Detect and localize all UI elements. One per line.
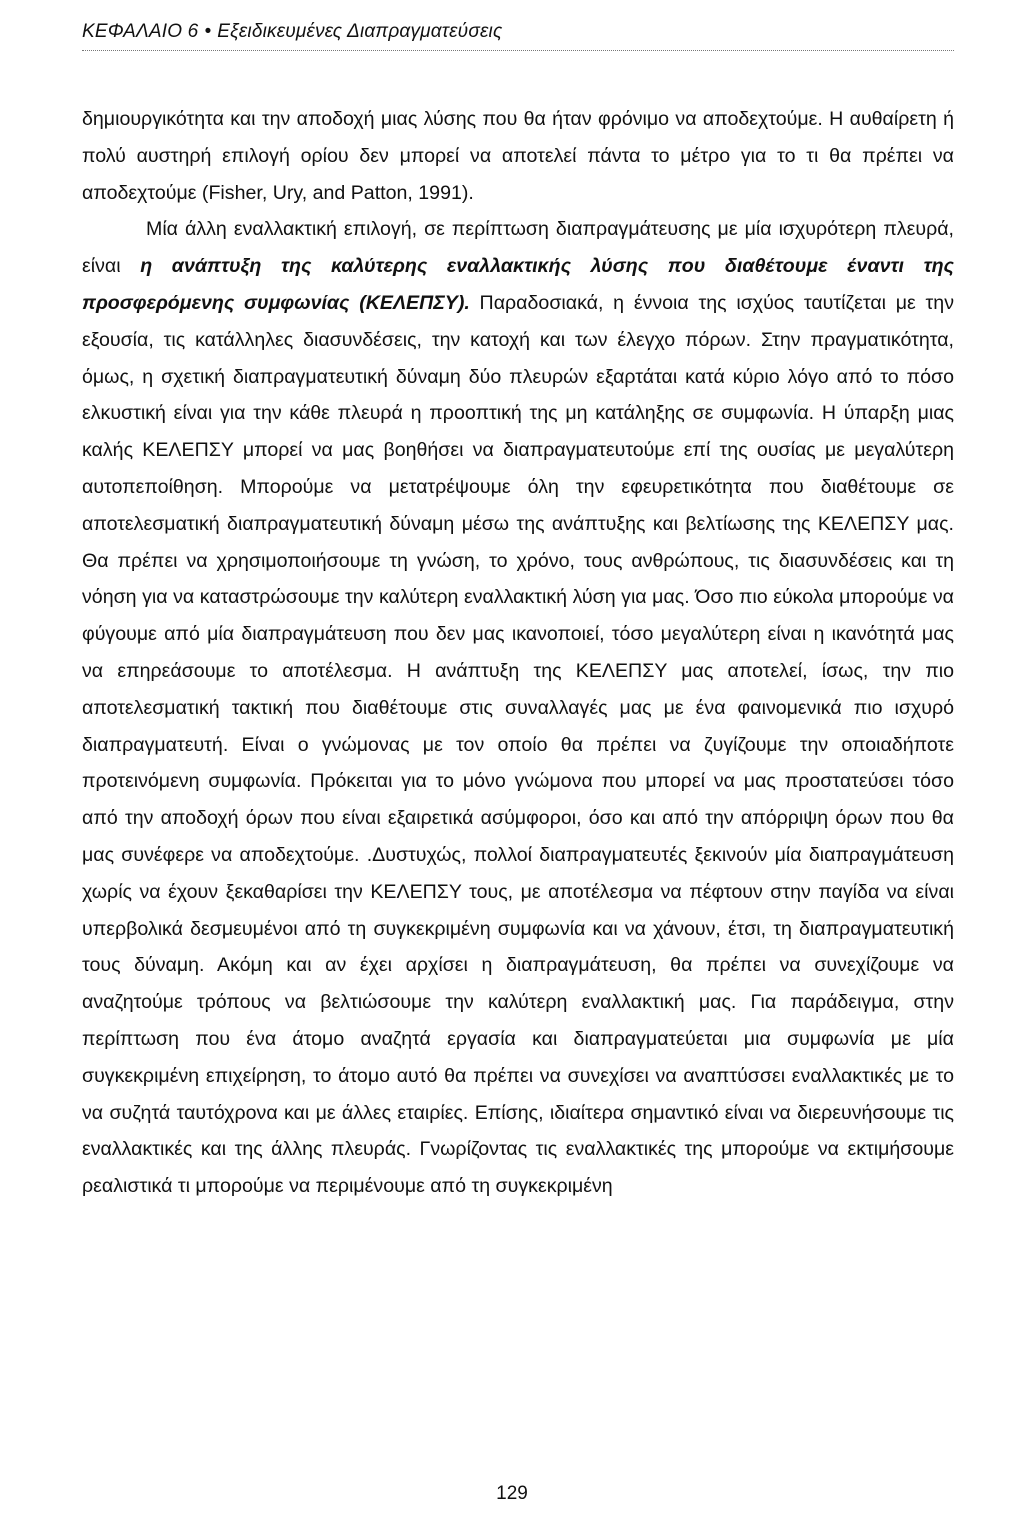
- running-header: [82, 14, 952, 50]
- header-rule: [82, 50, 954, 51]
- paragraph-2: [82, 211, 954, 1205]
- header-title: Εξειδικευμένες Διαπραγματεύσεις: [217, 21, 503, 42]
- paragraph-1: δημιουργικότητα και την αποδοχή μιας λύσης που θα ήταν φρόνιμο να αποδεχτούμε. Η αυθαίρετη ή πολύ αυστηρή επιλογή ορίου δεν μπορεί να αποτελεί πάντα το μέτρο για το τι θα πρέπει να αποδεχτούμε (Fisher, Ury, and Patton, 1991).: [82, 108, 954, 204]
- paragraph-2-emphasis: η ανάπτυξη της καλύτερης εναλλακτικής λύσης που διαθέτουμε έναντι της προσφερόμενης συμφωνίας (ΚΕΛΕΠΣΥ).: [82, 255, 954, 314]
- paragraph-2-rest: Παραδοσιακά, η έννοια της ισχύος ταυτίζεται με την εξουσία, τις κατάλληλες διασυνδέσεις, την κατοχή και των έλεγχο πόρων. Στην πραγματικότητα, όμως, η σχετική διαπραγματευτική δύναμη δύο πλευρών εξαρτάται κατά κύριο λόγο από το πόσο ελκυστική είναι για την κάθε πλευρά η προοπτική της μη κατάληξης σε συμφωνία. Η ύπαρξη μιας καλής ΚΕΛΕΠΣΥ μπορεί να μας βοηθήσει να διαπραγματευτούμε επί της ουσίας με μεγαλύτερη αυτοπεποίθηση. Μπορούμε να μετατρέψουμε όλη την εφευρετικότητα που διαθέτουμε σε αποτελεσματική διαπραγματευτική δύναμη μέσω της ανάπτυξης και βελτίωσης της ΚΕΛΕΠΣΥ μας. Θα πρέπει να χρησιμοποιήσουμε τη γνώση, το χρόνο, τους ανθρώπους, τις διασυνδέσεις και τη νόηση για να καταστρώσουμε την καλύτερη εναλλακτική λύση για μας. Όσο πιο εύκολα μπορούμε να φύγουμε από μία διαπραγμάτευση που δεν μας ικανοποιεί, τόσο μεγαλύτερη είναι η ικανότητά μας να επηρεάσουμε το αποτέλεσμα. Η ανάπτυξη της ΚΕΛΕΠΣΥ μας αποτελεί, ίσως, την πιο αποτελεσματική τακτική που διαθέτουμε στις συναλλαγές μας με ένα φαινομενικά πιο ισχυρό διαπραγματευτή. Είναι ο γνώμονας με τον οποίο θα πρέπει να ζυγίζουμε την οποιαδήποτε προτεινόμενη συμφωνία. Πρόκειται για το μόνο γνώμονα που μπορεί να μας προστατεύσει τόσο από την αποδοχή όρων που είναι εξαιρετικά ασύμφοροι, όσο και από την απόρριψη όρων που θα μας συνέφερε να αποδεχτούμε. .Δυστυχώς, πολλοί διαπραγματευτές ξεκινούν μία διαπραγμάτευση χωρίς να έχουν ξεκαθαρίσει την ΚΕΛΕΠΣΥ τους, με αποτέλεσμα να πέφτουν στην παγίδα να είναι υπερβολικά δεσμευμένοι από τη συγκεκριμένη συμφωνία και να χάνουν, έτσι, τη διαπραγματευτική τους δύναμη. Ακόμη και αν έχει αρχίσει η διαπραγμάτευση, θα πρέπει να συνεχίζουμε να αναζητούμε τρόπους να βελτιώσουμε την καλύτερη εναλλακτική μας. Για παράδειγμα, στην περίπτωση που ένα άτομο αναζητά εργασία και διαπραγματεύεται μια συμφωνία με μία συγκεκριμένη επιχείρηση, το άτομο αυτό θα πρέπει να συνεχίσει να αναπτύσσει εναλλακτικές με το να συζητά ταυτόχρονα και με άλλες εταιρίες. Επίσης, ιδιαίτερα σημαντικό είναι να διερευνήσουμε τις εναλλακτικές και της άλλης πλευράς. Γνωρίζοντας τις εναλλακτικές της μπορούμε να εκτιμήσουμε ρεαλιστικά τι μπορούμε να περιμένουμε από τη συγκεκριμένη: [82, 291, 954, 1198]
- header-bullet: •: [204, 21, 212, 42]
- body-text: [82, 101, 954, 1205]
- paragraph-2-start: Μία άλλη εναλλακτική επιλογή, σε περίπτωση διαπραγμάτευσης με μία ισχυρότερη πλευρά, είναι: [82, 218, 954, 278]
- page-number: 129: [496, 1483, 528, 1504]
- header-chapter: ΚΕΦΑΛΑΙΟ 6: [82, 21, 199, 42]
